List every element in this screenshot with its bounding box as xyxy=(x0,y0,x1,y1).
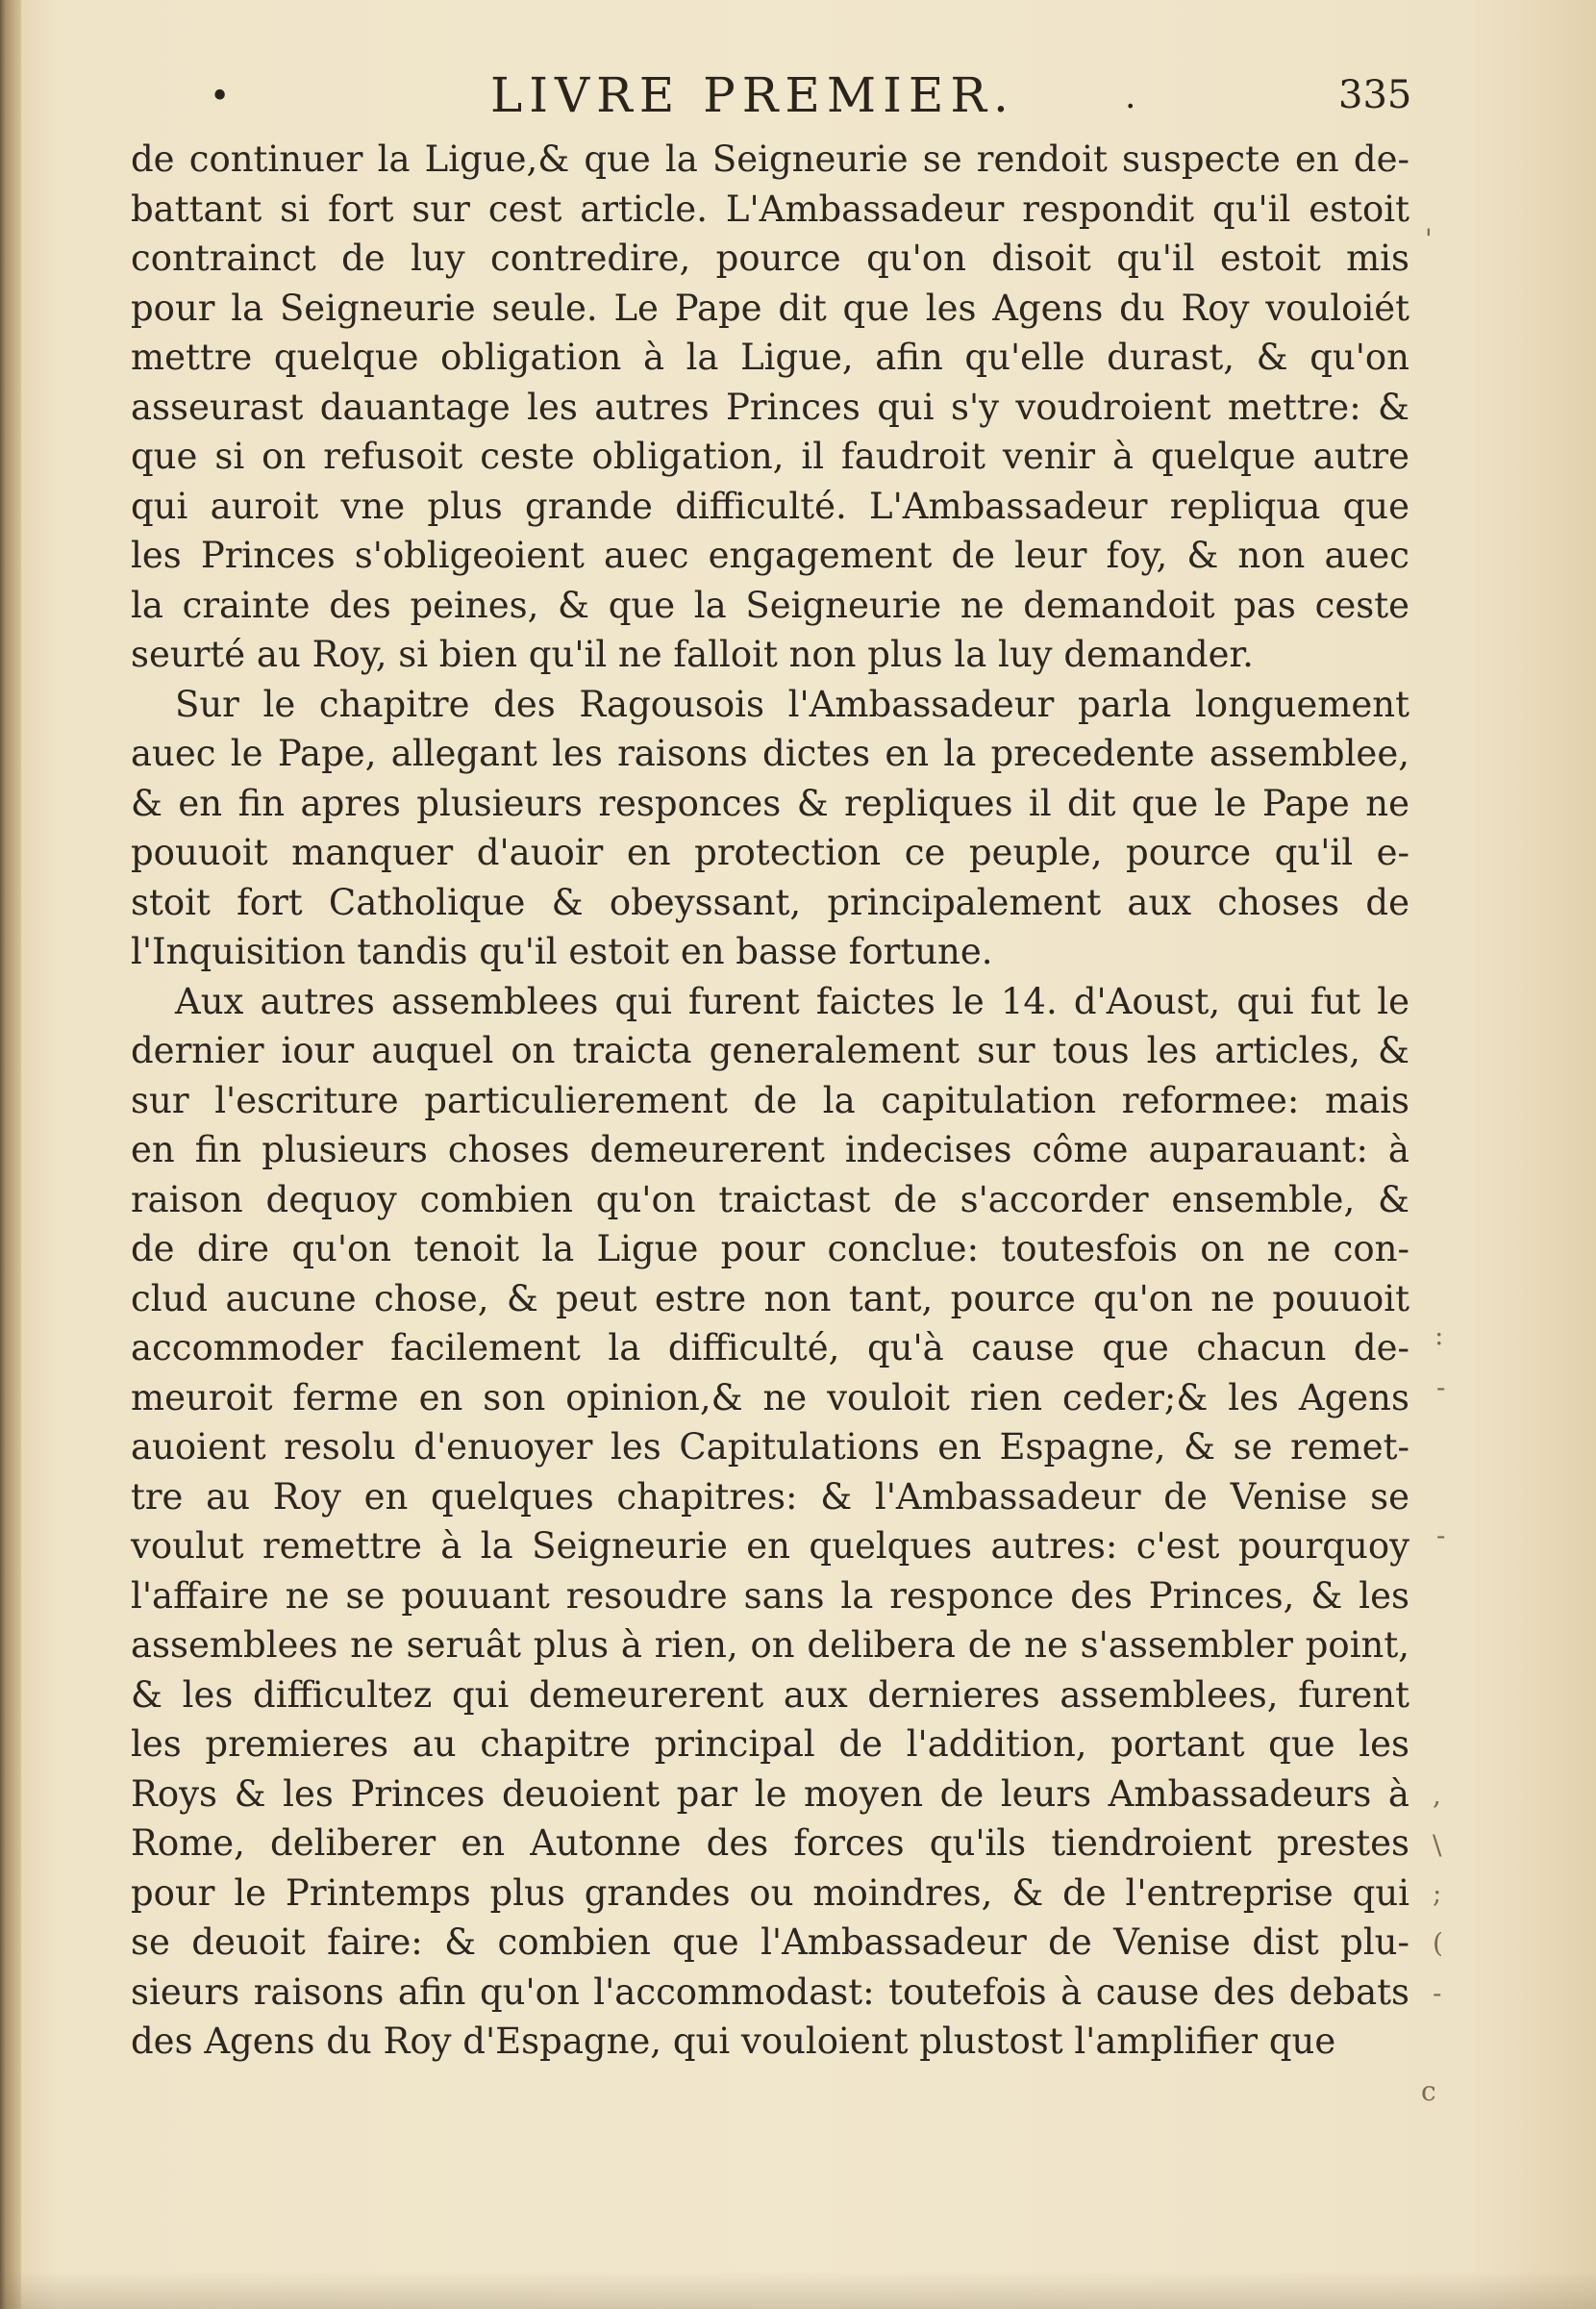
text-line: & les difficultez qui demeurerent aux dernieres assemblees, furent xyxy=(131,1673,1409,1716)
running-title: LIVRE PREMIER. xyxy=(490,67,1015,123)
text-line: dernier iour auquel on traicta generalement sur tous les articles, & xyxy=(131,1030,1409,1071)
text-line: clud aucune chose, & peut estre non tant, pource qu'on ne pouuoit xyxy=(131,1277,1409,1319)
text-line: des Agens du Roy d'Espagne, qui vouloient plustost l'amplifier que xyxy=(131,2020,1336,2062)
text-line: auec le Pape, allegant les raisons dictes en la precedente assemblee, xyxy=(131,733,1409,774)
text-line: l'Inquisition tandis qu'il estoit en basse fortune. xyxy=(131,931,993,972)
text-line: Roys & les Princes deuoient par le moyen de leurs Ambassadeurs à xyxy=(131,1772,1409,1815)
text-line: tre au Roy en quelques chapitres: & l'Ambassadeur de Venise se xyxy=(131,1475,1409,1518)
margin-mark: c xyxy=(1421,2075,1436,2107)
margin-mark: ; xyxy=(1433,1877,1442,1909)
text-line: de continuer la Ligue,& que la Seigneurie se rendoit suspecte en de- xyxy=(131,138,1409,180)
header-left-mark: • xyxy=(210,77,231,116)
margin-mark: - xyxy=(1436,1519,1446,1551)
text-line: pour le Printemps plus grandes ou moindres, & de l'entreprise qui xyxy=(131,1871,1409,1914)
gutter-shadow xyxy=(0,0,21,2309)
text-line: raison dequoy combien qu'on traictast de s'accorder ensemble, & xyxy=(131,1178,1409,1220)
text-line: de dire qu'on tenoit la Ligue pour conclue: toutesfois on ne con- xyxy=(131,1228,1409,1269)
text-line: se deuoit faire: & combien que l'Ambassadeur de Venise dist plu- xyxy=(131,1921,1409,1963)
margin-mark: - xyxy=(1433,1977,1442,2009)
text-line: contrainct de luy contredire, pource qu'on disoit qu'il estoit mis xyxy=(131,238,1409,279)
margin-mark: , xyxy=(1433,1779,1441,1811)
text-line: voulut remettre à la Seigneurie en quelques autres: c'est pourquoy xyxy=(131,1525,1409,1567)
header-right-mark: . xyxy=(1125,77,1136,116)
margin-mark: - xyxy=(1436,1371,1446,1403)
margin-mark: : xyxy=(1434,1319,1444,1351)
text-line: mettre quelque obligation à la Ligue, afin qu'elle durast, & qu'on xyxy=(131,337,1409,378)
body-text xyxy=(131,135,1409,2067)
text-line: battant si fort sur cest article. L'Ambassadeur respondit qu'il estoit xyxy=(131,188,1409,230)
text-line: qui auroit vne plus grande difficulté. L'Ambassadeur repliqua que xyxy=(131,485,1409,527)
text-line: pour la Seigneurie seule. Le Pape dit que les Agens du Roy vouloiét xyxy=(131,287,1409,329)
text-line: Aux autres assemblees qui furent faictes le 14. d'Aoust, qui fut le xyxy=(175,980,1409,1022)
running-header xyxy=(0,60,1596,127)
text-line: auoient resolu d'enuoyer les Capitulations en Espagne, & se remet- xyxy=(131,1426,1409,1468)
page-bottom-edge xyxy=(0,2271,1596,2309)
text-line: les Princes s'obligeoient auec engagement de leur foy, & non auec xyxy=(131,535,1409,576)
text-line: en fin plusieurs choses demeurerent indecises côme auparauant: à xyxy=(131,1129,1409,1170)
page-number: 335 xyxy=(1338,73,1412,117)
text-line: les premieres au chapitre principal de l'addition, portant que les xyxy=(131,1723,1409,1765)
margin-mark: ( xyxy=(1433,1927,1443,1959)
text-line: asseurast dauantage les autres Princes qui s'y voudroient mettre: & xyxy=(131,386,1409,428)
margin-mark: \ xyxy=(1433,1829,1442,1861)
text-line: la crainte des peines, & que la Seigneurie ne demandoit pas ceste xyxy=(131,584,1409,626)
text-line: Sur le chapitre des Ragousois l'Ambassadeur parla longuement xyxy=(175,683,1409,725)
text-line: meuroit ferme en son opinion,& ne vouloit rien ceder;& les Agens xyxy=(131,1376,1409,1418)
text-line: Rome, deliberer en Autonne des forces qu'ils tiendroient prestes xyxy=(131,1822,1409,1864)
text-line: sieurs raisons afin qu'on l'accommodast: toutefois à cause des debats xyxy=(131,1970,1409,2013)
text-line: assemblees ne seruât plus à rien, on delibera de ne s'assembler point, xyxy=(131,1624,1409,1666)
text-line: seurté au Roy, si bien qu'il ne falloit non plus la luy demander. xyxy=(131,634,1254,675)
text-line: stoit fort Catholique & obeyssant, principalement aux choses de xyxy=(131,881,1409,923)
margin-mark: ' xyxy=(1425,223,1433,255)
text-line: sur l'escriture particulierement de la capitulation reformee: mais xyxy=(131,1079,1409,1121)
text-line: que si on refusoit ceste obligation, il faudroit venir à quelque autre xyxy=(131,436,1409,477)
text-line: accommoder facilement la difficulté, qu'à cause que chacun de- xyxy=(131,1327,1409,1368)
text-line: l'affaire ne se pouuant resoudre sans la responce des Princes, & les xyxy=(131,1574,1409,1617)
text-line: pouuoit manquer d'auoir en protection ce peuple, pource qu'il e- xyxy=(131,832,1409,873)
text-line: & en fin apres plusieurs responces & repliques il dit que le Pape ne xyxy=(131,782,1409,824)
